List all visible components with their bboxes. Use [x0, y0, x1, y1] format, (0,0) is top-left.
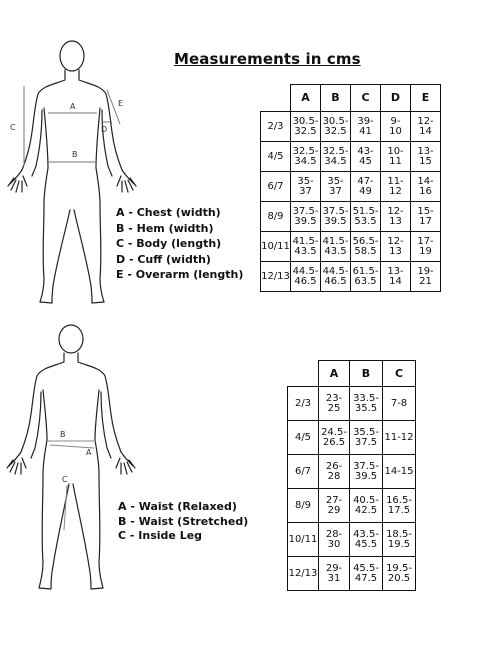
- table-cell: 7-8: [390, 397, 408, 409]
- table-cell: 16.5- 17.5: [386, 494, 412, 516]
- table-row: [288, 421, 416, 455]
- size-label: 12/13: [288, 557, 319, 591]
- table-cell: 27- 29: [325, 494, 343, 516]
- column-header: B: [321, 85, 351, 112]
- column-header: C: [351, 85, 381, 112]
- table-row: [261, 232, 441, 262]
- legend-item: A - Chest (width): [116, 206, 221, 219]
- table-cell: 12- 13: [387, 205, 404, 227]
- table-cell: 47- 49: [357, 175, 374, 197]
- table-cell: 35- 37: [327, 175, 344, 197]
- table-cell: 15- 17: [417, 205, 434, 227]
- table-cell: 41.5- 43.5: [322, 235, 349, 257]
- table-cell: 56.5- 58.5: [352, 235, 379, 257]
- label-c: C: [10, 123, 16, 132]
- table-cell: 35- 37: [297, 175, 314, 197]
- bottom-legend: [118, 500, 248, 544]
- column-header: C: [383, 361, 416, 387]
- column-header: B: [350, 361, 383, 387]
- table-header-row: [261, 85, 441, 112]
- table-cell: 37.5- 39.5: [353, 460, 379, 482]
- table-row: [261, 112, 441, 142]
- legend-item: E - Overarm (length): [116, 268, 244, 281]
- label-waist-a: A: [86, 448, 92, 457]
- table-cell: 30.5- 32.5: [292, 115, 319, 137]
- table-cell: 17- 19: [417, 235, 434, 257]
- table-cell: 37.5- 39.5: [322, 205, 349, 227]
- table-cell: 37.5- 39.5: [292, 205, 319, 227]
- table-cell: 44.5- 46.5: [322, 265, 349, 287]
- table-cell: 40.5- 42.5: [353, 494, 379, 516]
- size-label: 10/11: [261, 232, 291, 262]
- table-cell: 14-15: [384, 465, 414, 477]
- label-waist-b: B: [60, 430, 66, 439]
- size-label: 8/9: [288, 489, 319, 523]
- table-header-row: [288, 361, 416, 387]
- table-cell: 39- 41: [357, 115, 374, 137]
- table-row: [288, 489, 416, 523]
- size-label: 4/5: [288, 421, 319, 455]
- table-cell: 18.5- 19.5: [386, 528, 412, 550]
- table-cell: 41.5- 43.5: [292, 235, 319, 257]
- table-row: [288, 455, 416, 489]
- table-cell: 29- 31: [325, 562, 343, 584]
- legend-item: B - Hem (width): [116, 221, 214, 235]
- table-row: [261, 172, 441, 202]
- table-cell: 43- 45: [357, 145, 374, 167]
- table-cell: 10- 11: [387, 145, 404, 167]
- label-inside-leg-c: C: [62, 475, 68, 484]
- table-cell: 45.5- 47.5: [353, 562, 379, 584]
- label-e: E: [118, 99, 124, 108]
- label-a: A: [70, 102, 76, 111]
- table-cell: 26- 28: [325, 460, 343, 482]
- table-row: [288, 523, 416, 557]
- table-cell: 9- 10: [389, 115, 402, 137]
- page-title: Measurements in cms: [174, 50, 361, 68]
- label-d: D: [101, 125, 108, 134]
- table-cell: 11-12: [384, 431, 414, 443]
- size-label: 2/3: [288, 387, 319, 421]
- column-header: A: [319, 361, 350, 387]
- table-cell: 33.5- 35.5: [353, 392, 379, 414]
- size-label: 10/11: [288, 523, 319, 557]
- table-row: [261, 202, 441, 232]
- table-row: [261, 262, 441, 292]
- table-cell: 12- 13: [387, 235, 404, 257]
- bottom-size-table: [287, 360, 416, 591]
- table-row: [261, 142, 441, 172]
- table-cell: 13- 14: [387, 265, 404, 287]
- table-cell: 11- 12: [387, 175, 404, 197]
- table-cell: 32.5- 34.5: [292, 145, 319, 167]
- table-cell: 44.5- 46.5: [292, 265, 319, 287]
- table-cell: 13- 15: [417, 145, 434, 167]
- top-legend: [116, 205, 243, 283]
- table-row: [288, 387, 416, 421]
- size-label: 6/7: [288, 455, 319, 489]
- size-label: 8/9: [261, 202, 291, 232]
- legend-item: C - Body (length): [116, 237, 222, 250]
- table-cell: 32.5- 34.5: [322, 145, 349, 167]
- column-header: D: [381, 85, 411, 112]
- size-label: 4/5: [261, 142, 291, 172]
- table-cell: 14- 16: [417, 175, 434, 197]
- column-header: E: [411, 85, 441, 112]
- bottom-body-outline-icon: [7, 325, 135, 589]
- table-cell: 30.5- 32.5: [322, 115, 349, 137]
- table-cell: 24.5- 26.5: [321, 426, 347, 448]
- table-cell: 23- 25: [325, 392, 343, 414]
- legend-item: B - Waist (Stretched): [118, 514, 249, 528]
- top-size-table: [260, 84, 441, 292]
- column-header: A: [291, 85, 321, 112]
- table-cell: 51.5- 53.5: [352, 205, 379, 227]
- legend-item: C - Inside Leg: [118, 529, 203, 542]
- table-cell: 19.5- 20.5: [386, 562, 412, 584]
- label-b: B: [72, 150, 78, 159]
- table-cell: 61.5- 63.5: [352, 265, 379, 287]
- table-cell: 28- 30: [325, 528, 343, 550]
- table-cell: 35.5- 37.5: [353, 426, 379, 448]
- size-label: 12/13: [261, 262, 291, 292]
- legend-item: D - Cuff (width): [116, 252, 211, 266]
- size-label: 6/7: [261, 172, 291, 202]
- legend-item: A - Waist (Relaxed): [118, 500, 237, 513]
- size-label: 2/3: [261, 112, 291, 142]
- table-cell: 12- 14: [417, 115, 434, 137]
- table-row: [288, 557, 416, 591]
- table-cell: 43.5- 45.5: [353, 528, 379, 550]
- table-cell: 19- 21: [417, 265, 434, 287]
